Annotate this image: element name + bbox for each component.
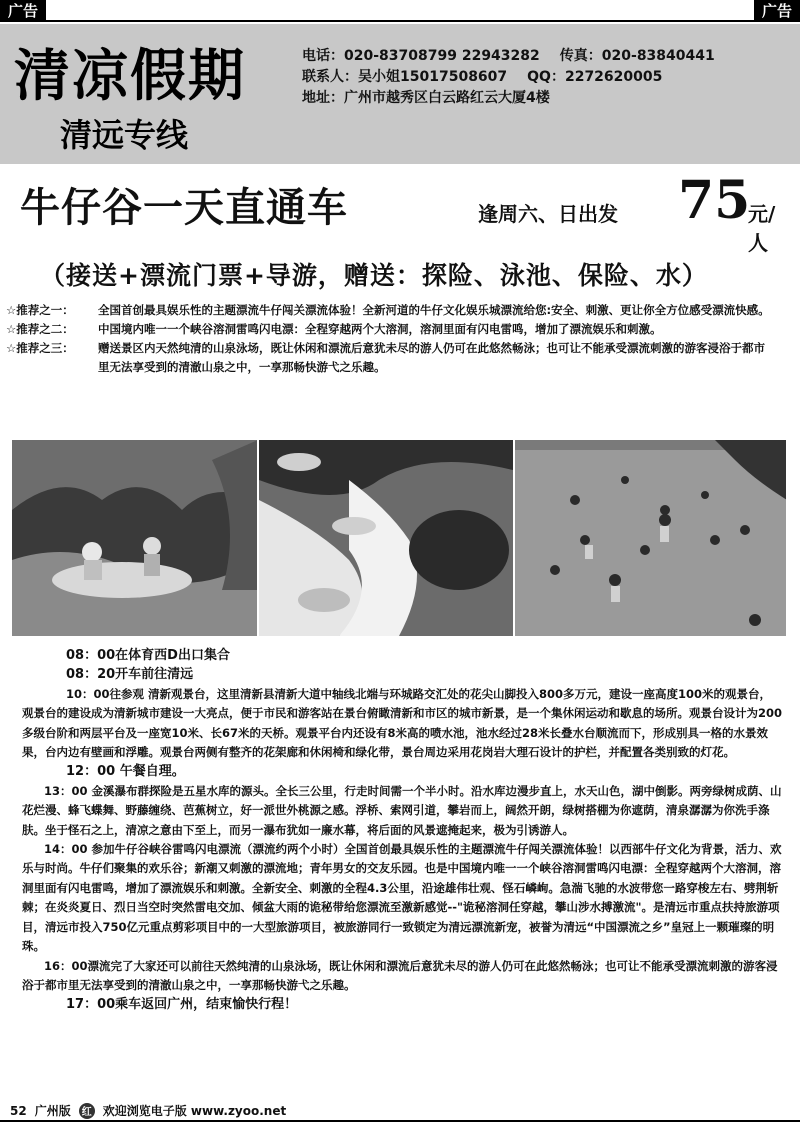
photo-strip <box>12 440 786 636</box>
header-banner <box>0 24 800 164</box>
itinerary-item: 17：00乘车返回广州，结束愉快行程！ <box>66 997 298 1013</box>
recommendations-list <box>6 301 776 377</box>
recommendation-label: ☆推荐之一： <box>6 303 74 317</box>
recommendation-item <box>6 339 776 377</box>
contact-fax: 传真：020-83840441 <box>559 48 715 64</box>
bottom-rule <box>0 1120 800 1122</box>
contact-address: 地址：广州市越秀区白云路红云大厦4楼 <box>302 90 550 106</box>
itinerary <box>22 646 782 1015</box>
contact-person: 联系人：吴小姐15017508607 <box>302 69 508 85</box>
offer-depart: 逢周六、日出发 <box>478 202 618 226</box>
page-number: 52 <box>10 1103 27 1118</box>
website-link[interactable]: 欢迎浏览电子版 www.zyoo.net <box>102 1104 287 1118</box>
offer-price: 75 <box>678 170 751 231</box>
itinerary-paragraph: 13：00 金溪瀑布群探险是五星水库的源头。全长三公里，行走时间需一个半小时。沿水库边漫步直上，水天山色，湖中倒影。两旁绿树成荫、山花烂漫、蜂飞蝶舞、野藤缠绕、芭蕉树立，好一派世外桃源之感。浮桥、索网引道，攀岩而上，阔然开朗，绿树搭棚为你遮荫，清泉潺潺为你洗手涤肤。坐于怪石之上，清凉之意由下至上，而另一瀑布犹如一廉水幕，将后面的风景遮掩起来，极为引诱游人。 <box>22 783 782 837</box>
recommendation-label: ☆推荐之三： <box>6 341 74 355</box>
footer <box>10 1102 286 1119</box>
brand-name: 清凉假期 <box>14 43 246 109</box>
contact-block <box>302 46 715 109</box>
ad-tag-left: 广告 <box>0 0 46 22</box>
itinerary-item: 08：00在体育西D出口集合 <box>66 648 230 663</box>
recommendation-item <box>6 320 776 339</box>
recommendation-item <box>6 301 776 320</box>
itinerary-paragraph: 14：00 参加牛仔谷峡谷雷鸣闪电漂流（漂流约两个小时）全国首创最具娱乐性的主题漂流牛仔闯关漂流体验！以西部牛仔文化为背景，活力、欢乐与时尚。牛仔们聚集的欢乐谷；新潮又刺激的漂流地；青年男女的交友乐园。也是中国境内唯一一个峡谷溶洞雷鸣闪电漂：全程穿越两个大溶洞，溶洞里面有闪电雷鸣，增加了漂流娱乐和刺激。全新安全、刺激的全程4.3公里，沿途雄伟壮观、怪石嶙峋。急湍飞驰的水波带您一路穿梭左右、劈荆斩棘；在炎炎夏日、烈日当空时突然雷电交加、倾盆大雨的诡秘带给您漂流至激新感觉--"诡秘溶洞任穿越，攀山涉水搏激流"。是清远市重点扶持旅游项目，清远市投入750亿元重点剪彩项目中的一大型旅游项目，被旅游同行一致锁定为清远漂流新宠，被誉为清远“中国漂流之乡”皇冠上一颗璀璨的明珠。 <box>22 842 782 954</box>
ad-tag-right: 广告 <box>754 0 800 22</box>
itinerary-item: 12：00 午餐自理。 <box>66 764 185 780</box>
itinerary-paragraph: 16：00漂流完了大家还可以前往天然纯清的山泉泳场，既让休闲和漂流后意犹未尽的游人仍可在此悠然畅泳；也可让不能承受漂流刺激的游客浸浴于都市里无法享受到的清澈山泉之中，一享那畅快游弋之乐趣。 <box>22 958 778 992</box>
offer-title: 牛仔谷一天直通车 <box>20 184 348 231</box>
offer-includes: （接送+漂流门票+导游，赠送：探险、泳池、保险、水） <box>40 261 708 290</box>
top-rule <box>0 20 800 22</box>
photo-cave-rafting <box>12 440 257 636</box>
itinerary-paragraph: 10：00往参观 清新观景台，这里清新县清新大道中轴线北端与环城路交汇处的花尖山脚投入800多万元，建设一座高度100米的观景台，观景台的建设成为清新城市建设一大亮点，便于市民和游客站在景台俯瞰清新和市区的城市新景，是一个集休闲运动和歇息的场所。观景台设计为200多级台阶和两层平台及一座宽10米、长67米的天桥。观景平台内还设有8米高的喷水池，池水经过28米长叠水台顺流而下，形成别具一格的水景效果，台内边有壁画和浮雕。观景台两侧有整齐的花架廊和休闲椅和绿化带，景台周边采用花岗岩大理石设计的护栏，并配置各类别致的灯花。 <box>22 686 782 760</box>
photo-swimming-pool <box>515 440 786 636</box>
brand-line: 清远专线 <box>60 116 189 154</box>
recommendation-text: 赠送景区内天然纯清的山泉泳场，既让休闲和漂流后意犹未尽的游人仍可在此悠然畅泳；也可让不能承受漂流刺激的游客浸浴于都市里无法享受到的清澈山泉之中，一享那畅快游弋之乐趣。 <box>98 341 765 374</box>
photo-river-rafting <box>259 440 512 636</box>
contact-qq: QQ：2272620005 <box>527 69 663 85</box>
recommendation-label: ☆推荐之二： <box>6 322 74 336</box>
recommendation-text: 全国首创最具娱乐性的主题漂流牛仔闯关漂流体验！全新河道的牛仔文化娱乐城漂流给您:安全、刺激、更让你全方位感受漂流快感。 <box>98 303 770 317</box>
offer-unit: 元/人 <box>748 202 776 255</box>
publication-logo-icon: 红 <box>79 1103 95 1119</box>
contact-phone: 电话：020-83708799 22943282 <box>302 48 540 64</box>
recommendation-text: 中国境内唯一一个峡谷溶洞雷鸣闪电漂：全程穿越两个大溶洞，溶洞里面有闪电雷鸣，增加了漂流娱乐和刺激。 <box>98 322 662 336</box>
edition-label: 广州版 <box>34 1104 71 1118</box>
offer-title-row <box>20 170 790 255</box>
itinerary-item: 08：20开车前往清远 <box>66 667 194 683</box>
